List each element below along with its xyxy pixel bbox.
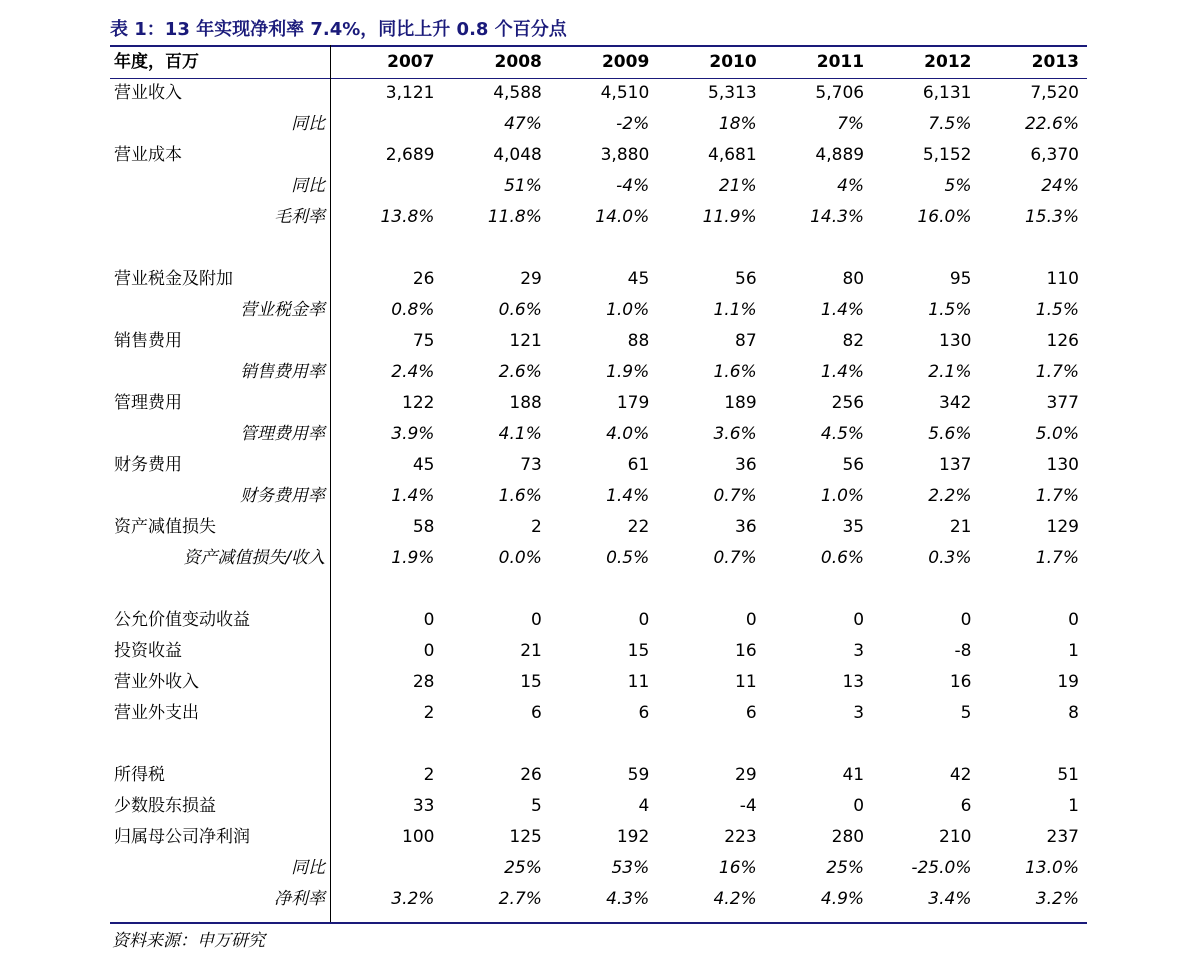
value-cell: 7%: [837, 114, 865, 134]
value-cell: 4.2%: [713, 889, 757, 909]
value-cell: 0: [853, 610, 865, 630]
spacer-row: [110, 574, 1087, 605]
value-cell: 53%: [611, 858, 650, 878]
value-cell: 2: [423, 703, 435, 723]
row-label: 毛利率: [274, 207, 326, 227]
value-cell: 22.6%: [1024, 114, 1079, 134]
value-cell: 4,681: [708, 145, 757, 165]
value-cell: 377: [1046, 393, 1079, 413]
value-cell: 189: [724, 393, 757, 413]
value-cell: 223: [724, 827, 757, 847]
value-cell: 3.2%: [391, 889, 435, 909]
value-cell: 126: [1046, 331, 1079, 351]
table-header-row: [110, 47, 1087, 78]
value-cell: 15: [520, 672, 542, 692]
value-cell: 1.4%: [606, 486, 650, 506]
value-cell: 24%: [1041, 176, 1079, 196]
value-cell: 3,121: [385, 83, 435, 103]
header-year: 2012: [924, 52, 972, 72]
spacer-row: [110, 729, 1087, 760]
row-label: 营业外收入: [114, 672, 199, 692]
value-cell: 6,131: [922, 83, 972, 103]
value-cell: 4,889: [815, 145, 865, 165]
value-cell: 100: [402, 827, 435, 847]
value-cell: 0: [423, 610, 435, 630]
row-label: 财务费用率: [240, 486, 326, 506]
table-row: [110, 388, 1087, 419]
row-label: 资产减值损失: [114, 517, 216, 537]
table-row: [110, 326, 1087, 357]
table-row: [110, 822, 1087, 853]
value-cell: 11.8%: [487, 207, 542, 227]
value-cell: 2.2%: [928, 486, 972, 506]
value-cell: [335, 853, 442, 884]
row-label: 营业收入: [114, 83, 182, 103]
value-cell: 4,588: [493, 83, 542, 103]
value-cell: 28: [412, 672, 435, 692]
table-row: [110, 78, 1087, 109]
value-cell: [335, 171, 442, 202]
value-cell: 110: [1046, 269, 1079, 289]
table-row: [110, 667, 1087, 698]
value-cell: 1.4%: [820, 300, 865, 320]
value-cell: 16: [949, 672, 972, 692]
value-cell: [335, 109, 442, 140]
bottom-rule: [110, 922, 1087, 924]
value-cell: 6: [638, 703, 650, 723]
value-cell: 0.7%: [713, 486, 757, 506]
value-cell: 3: [853, 641, 865, 661]
value-cell: 1.7%: [1035, 486, 1079, 506]
value-cell: 58: [412, 517, 435, 537]
value-cell: 237: [1046, 827, 1079, 847]
value-cell: 26: [520, 765, 542, 785]
value-cell: 0: [638, 610, 650, 630]
value-cell: 5: [960, 703, 972, 723]
header-label: 年度，百万: [114, 52, 199, 72]
value-cell: 1.0%: [820, 486, 865, 506]
value-cell: 1.6%: [713, 362, 757, 382]
ratio-row: [110, 357, 1087, 388]
value-cell: 1: [1068, 796, 1079, 816]
ratio-row: [110, 171, 1087, 202]
table-row: [110, 264, 1087, 295]
value-cell: 56: [842, 455, 865, 475]
value-cell: 0.0%: [498, 548, 542, 568]
value-cell: 11: [627, 672, 650, 692]
value-cell: 42: [949, 765, 972, 785]
value-cell: 0: [531, 610, 542, 630]
value-cell: 5.0%: [1035, 424, 1079, 444]
value-cell: -25.0%: [911, 858, 972, 878]
row-label: 销售费用率: [240, 362, 326, 382]
spacer-cell: [110, 574, 1087, 605]
value-cell: 61: [627, 455, 650, 475]
value-cell: 1.5%: [928, 300, 972, 320]
row-label: 归属母公司净利润: [114, 827, 250, 847]
value-cell: 21: [520, 641, 542, 661]
value-cell: 73: [520, 455, 542, 475]
value-cell: 95: [949, 269, 972, 289]
row-label: 营业税金率: [240, 300, 326, 320]
value-cell: 1.4%: [391, 486, 435, 506]
value-cell: 13.0%: [1024, 858, 1079, 878]
ratio-row: [110, 884, 1087, 915]
value-cell: 3: [853, 703, 865, 723]
table-body: [110, 78, 1087, 915]
value-cell: 15.3%: [1024, 207, 1079, 227]
table-row: [110, 512, 1087, 543]
value-cell: 179: [616, 393, 650, 413]
value-cell: 2.6%: [498, 362, 542, 382]
value-cell: 21%: [718, 176, 757, 196]
header-year: 2009: [601, 52, 650, 72]
value-cell: 14.0%: [595, 207, 650, 227]
value-cell: 4.5%: [820, 424, 865, 444]
value-cell: 15: [627, 641, 650, 661]
row-label: 同比: [291, 114, 326, 134]
value-cell: 4.3%: [606, 889, 650, 909]
value-cell: 5: [531, 796, 542, 816]
value-cell: 35: [842, 517, 865, 537]
value-cell: 3.2%: [1035, 889, 1079, 909]
table-row: [110, 760, 1087, 791]
spacer-cell: [110, 233, 1087, 264]
ratio-row: [110, 295, 1087, 326]
value-cell: 1.9%: [391, 548, 435, 568]
row-label: 同比: [291, 176, 326, 196]
row-label: 管理费用: [114, 393, 182, 413]
value-cell: 36: [735, 517, 757, 537]
value-cell: 5,152: [922, 145, 972, 165]
value-cell: 1.9%: [606, 362, 650, 382]
source-note: 资料来源：申万研究: [112, 931, 265, 951]
value-cell: -4: [739, 796, 757, 816]
value-cell: 45: [412, 455, 435, 475]
value-cell: 0: [853, 796, 865, 816]
value-cell: 125: [509, 827, 542, 847]
row-label: 净利率: [274, 889, 326, 909]
value-cell: 4.9%: [820, 889, 865, 909]
row-label: 投资收益: [114, 641, 182, 661]
value-cell: 5%: [944, 176, 972, 196]
value-cell: 1.0%: [606, 300, 650, 320]
value-cell: 3,880: [600, 145, 650, 165]
header-year: 2007: [387, 52, 435, 72]
ratio-row: [110, 109, 1087, 140]
table-row: [110, 140, 1087, 171]
value-cell: 0.6%: [820, 548, 865, 568]
value-cell: 342: [939, 393, 972, 413]
row-label: 所得税: [114, 765, 165, 785]
value-cell: 8: [1068, 703, 1079, 723]
row-label: 管理费用率: [240, 424, 326, 444]
value-cell: 2,689: [385, 145, 435, 165]
value-cell: -2%: [616, 114, 650, 134]
value-cell: 4.1%: [498, 424, 542, 444]
value-cell: 87: [735, 331, 757, 351]
value-cell: 25%: [504, 858, 542, 878]
value-cell: 59: [627, 765, 650, 785]
header-year: 2013: [1031, 52, 1079, 72]
table-title: 表 1：13 年实现净利率 7.4%，同比上升 0.8 个百分点: [110, 19, 567, 40]
table-row: [110, 698, 1087, 729]
value-cell: 2.1%: [928, 362, 972, 382]
value-cell: 188: [509, 393, 542, 413]
value-cell: 13: [842, 672, 865, 692]
value-cell: 2: [423, 765, 435, 785]
value-cell: 1.1%: [713, 300, 757, 320]
value-cell: 14.3%: [810, 207, 865, 227]
value-cell: 2.7%: [498, 889, 542, 909]
ratio-row: [110, 853, 1087, 884]
row-label: 营业外支出: [114, 703, 199, 723]
value-cell: 7.5%: [928, 114, 972, 134]
value-cell: 0: [423, 641, 435, 661]
value-cell: 5.6%: [928, 424, 972, 444]
table-row: [110, 791, 1087, 822]
value-cell: 47%: [504, 114, 542, 134]
value-cell: 4,048: [493, 145, 542, 165]
value-cell: 1.6%: [498, 486, 542, 506]
value-cell: 29: [520, 269, 542, 289]
value-cell: 210: [939, 827, 972, 847]
value-cell: 21: [949, 517, 972, 537]
value-cell: 130: [1046, 455, 1079, 475]
value-cell: 0: [960, 610, 972, 630]
value-cell: 0.6%: [498, 300, 542, 320]
row-label: 销售费用: [114, 331, 182, 351]
value-cell: 4.0%: [606, 424, 650, 444]
value-cell: 80: [842, 269, 865, 289]
value-cell: 3.9%: [391, 424, 435, 444]
value-cell: 33: [412, 796, 435, 816]
value-cell: 0: [1068, 610, 1079, 630]
row-label: 同比: [291, 858, 326, 878]
value-cell: 7,520: [1030, 83, 1079, 103]
value-cell: 137: [939, 455, 972, 475]
row-label: 资产减值损失/收入: [183, 548, 326, 568]
value-cell: 1.7%: [1035, 362, 1079, 382]
value-cell: -4%: [616, 176, 650, 196]
spacer-row: [110, 233, 1087, 264]
value-cell: 0.5%: [606, 548, 650, 568]
table-row: [110, 636, 1087, 667]
value-cell: -8: [954, 641, 972, 661]
value-cell: 121: [509, 331, 542, 351]
value-cell: 88: [627, 331, 650, 351]
ratio-row: [110, 481, 1087, 512]
value-cell: 22: [627, 517, 650, 537]
spacer-cell: [110, 729, 1087, 760]
value-cell: 4,510: [600, 83, 650, 103]
value-cell: 0.7%: [713, 548, 757, 568]
value-cell: 29: [735, 765, 757, 785]
value-cell: 0.8%: [391, 300, 435, 320]
value-cell: 41: [842, 765, 865, 785]
value-cell: 6,370: [1030, 145, 1079, 165]
value-cell: 5,706: [815, 83, 865, 103]
value-cell: 122: [402, 393, 435, 413]
table-row: [110, 450, 1087, 481]
value-cell: 11: [735, 672, 757, 692]
value-cell: 1.7%: [1035, 548, 1079, 568]
value-cell: 13.8%: [380, 207, 435, 227]
value-cell: 56: [735, 269, 757, 289]
value-cell: 1: [1068, 641, 1079, 661]
header-year: 2008: [494, 52, 542, 72]
value-cell: 4: [638, 796, 650, 816]
value-cell: 0.3%: [928, 548, 972, 568]
ratio-row: [110, 202, 1087, 233]
value-cell: 0: [745, 610, 757, 630]
value-cell: 11.9%: [702, 207, 757, 227]
value-cell: 280: [831, 827, 865, 847]
value-cell: 36: [735, 455, 757, 475]
row-label: 营业成本: [114, 145, 182, 165]
value-cell: 16: [735, 641, 757, 661]
value-cell: 1.4%: [820, 362, 865, 382]
value-cell: 26: [412, 269, 435, 289]
value-cell: 6: [531, 703, 542, 723]
value-cell: 2: [531, 517, 542, 537]
value-cell: 3.4%: [928, 889, 972, 909]
value-cell: 129: [1046, 517, 1079, 537]
value-cell: 82: [842, 331, 865, 351]
value-cell: 5,313: [708, 83, 757, 103]
row-label: 财务费用: [114, 455, 182, 475]
value-cell: 16.0%: [917, 207, 972, 227]
row-label: 营业税金及附加: [114, 269, 233, 289]
value-cell: 19: [1057, 672, 1079, 692]
value-cell: 25%: [826, 858, 865, 878]
row-label: 少数股东损益: [114, 796, 216, 816]
header-year: 2011: [816, 52, 865, 72]
value-cell: 2.4%: [391, 362, 435, 382]
value-cell: 45: [627, 269, 650, 289]
value-cell: 6: [960, 796, 972, 816]
value-cell: 18%: [718, 114, 757, 134]
header-year: 2010: [709, 52, 757, 72]
value-cell: 192: [616, 827, 650, 847]
ratio-row: [110, 419, 1087, 450]
value-cell: 3.6%: [713, 424, 757, 444]
value-cell: 4%: [837, 176, 865, 196]
value-cell: 256: [831, 393, 865, 413]
value-cell: 16%: [718, 858, 757, 878]
value-cell: 6: [745, 703, 757, 723]
value-cell: 1.5%: [1035, 300, 1079, 320]
value-cell: 75: [412, 331, 435, 351]
ratio-row: [110, 543, 1087, 574]
table-row: [110, 605, 1087, 636]
value-cell: 51%: [504, 176, 542, 196]
row-label: 公允价值变动收益: [114, 610, 250, 630]
value-cell: 130: [939, 331, 972, 351]
financial-table: [110, 47, 1087, 915]
value-cell: 51: [1057, 765, 1079, 785]
